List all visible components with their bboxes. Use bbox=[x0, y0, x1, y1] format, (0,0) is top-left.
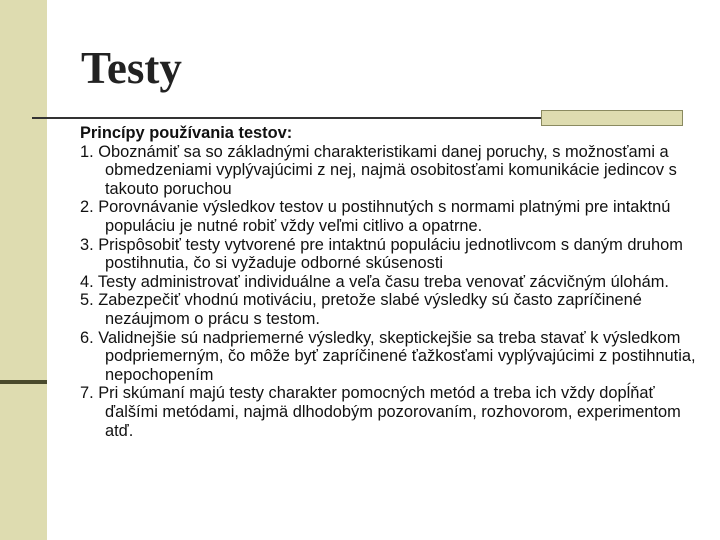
list-item: 1. Oboznámiť sa so základnými charakteristikami danej poruchy, s možnosťami a obmedzeniami vyplývajúcimi z nej, najmä osobitosťami komunikácie jedincov s takouto poruchou bbox=[80, 142, 677, 198]
left-decorative-band bbox=[0, 0, 47, 540]
slide-title: Testy bbox=[81, 43, 182, 93]
list-item: 7. Pri skúmaní majú testy charakter pomocných metód a treba ich vždy dopĺňať ďalšími metódami, najmä dlhodobým pozorovaním, rozhovorom, experimentom atď. bbox=[80, 384, 681, 440]
list-item: 2. Porovnávanie výsledkov testov u postihnutých s normami platnými pre intaktnú populáciu je nutné robiť vždy veľmi citlivo a opatrne. bbox=[80, 198, 671, 235]
principles-list bbox=[80, 143, 700, 441]
slide-body bbox=[80, 124, 700, 440]
section-heading: Princípy používania testov: bbox=[80, 124, 293, 142]
list-item: 4. Testy administrovať individuálne a veľa času treba venovať zácvičným úlohám. bbox=[80, 272, 669, 291]
list-item: 6. Validnejšie sú nadpriemerné výsledky, skeptickejšie sa treba stavať k výsledkom podpriemerným, čo môže byť zapríčinené ťažkosťami vyplývajúcimi z postihnutia, nepochopením bbox=[80, 328, 696, 384]
list-item: 5. Zabezpečiť vhodnú motiváciu, pretože slabé výsledky sú často zapríčinené nezáujmom o prácu s testom. bbox=[80, 291, 642, 328]
list-item: 3. Prispôsobiť testy vytvorené pre intaktnú populáciu jednotlivcom s daným druhom postihnutia, čo si vyžaduje odborné skúsenosti bbox=[80, 235, 683, 273]
band-divider bbox=[0, 380, 47, 384]
title-underline bbox=[32, 117, 542, 119]
